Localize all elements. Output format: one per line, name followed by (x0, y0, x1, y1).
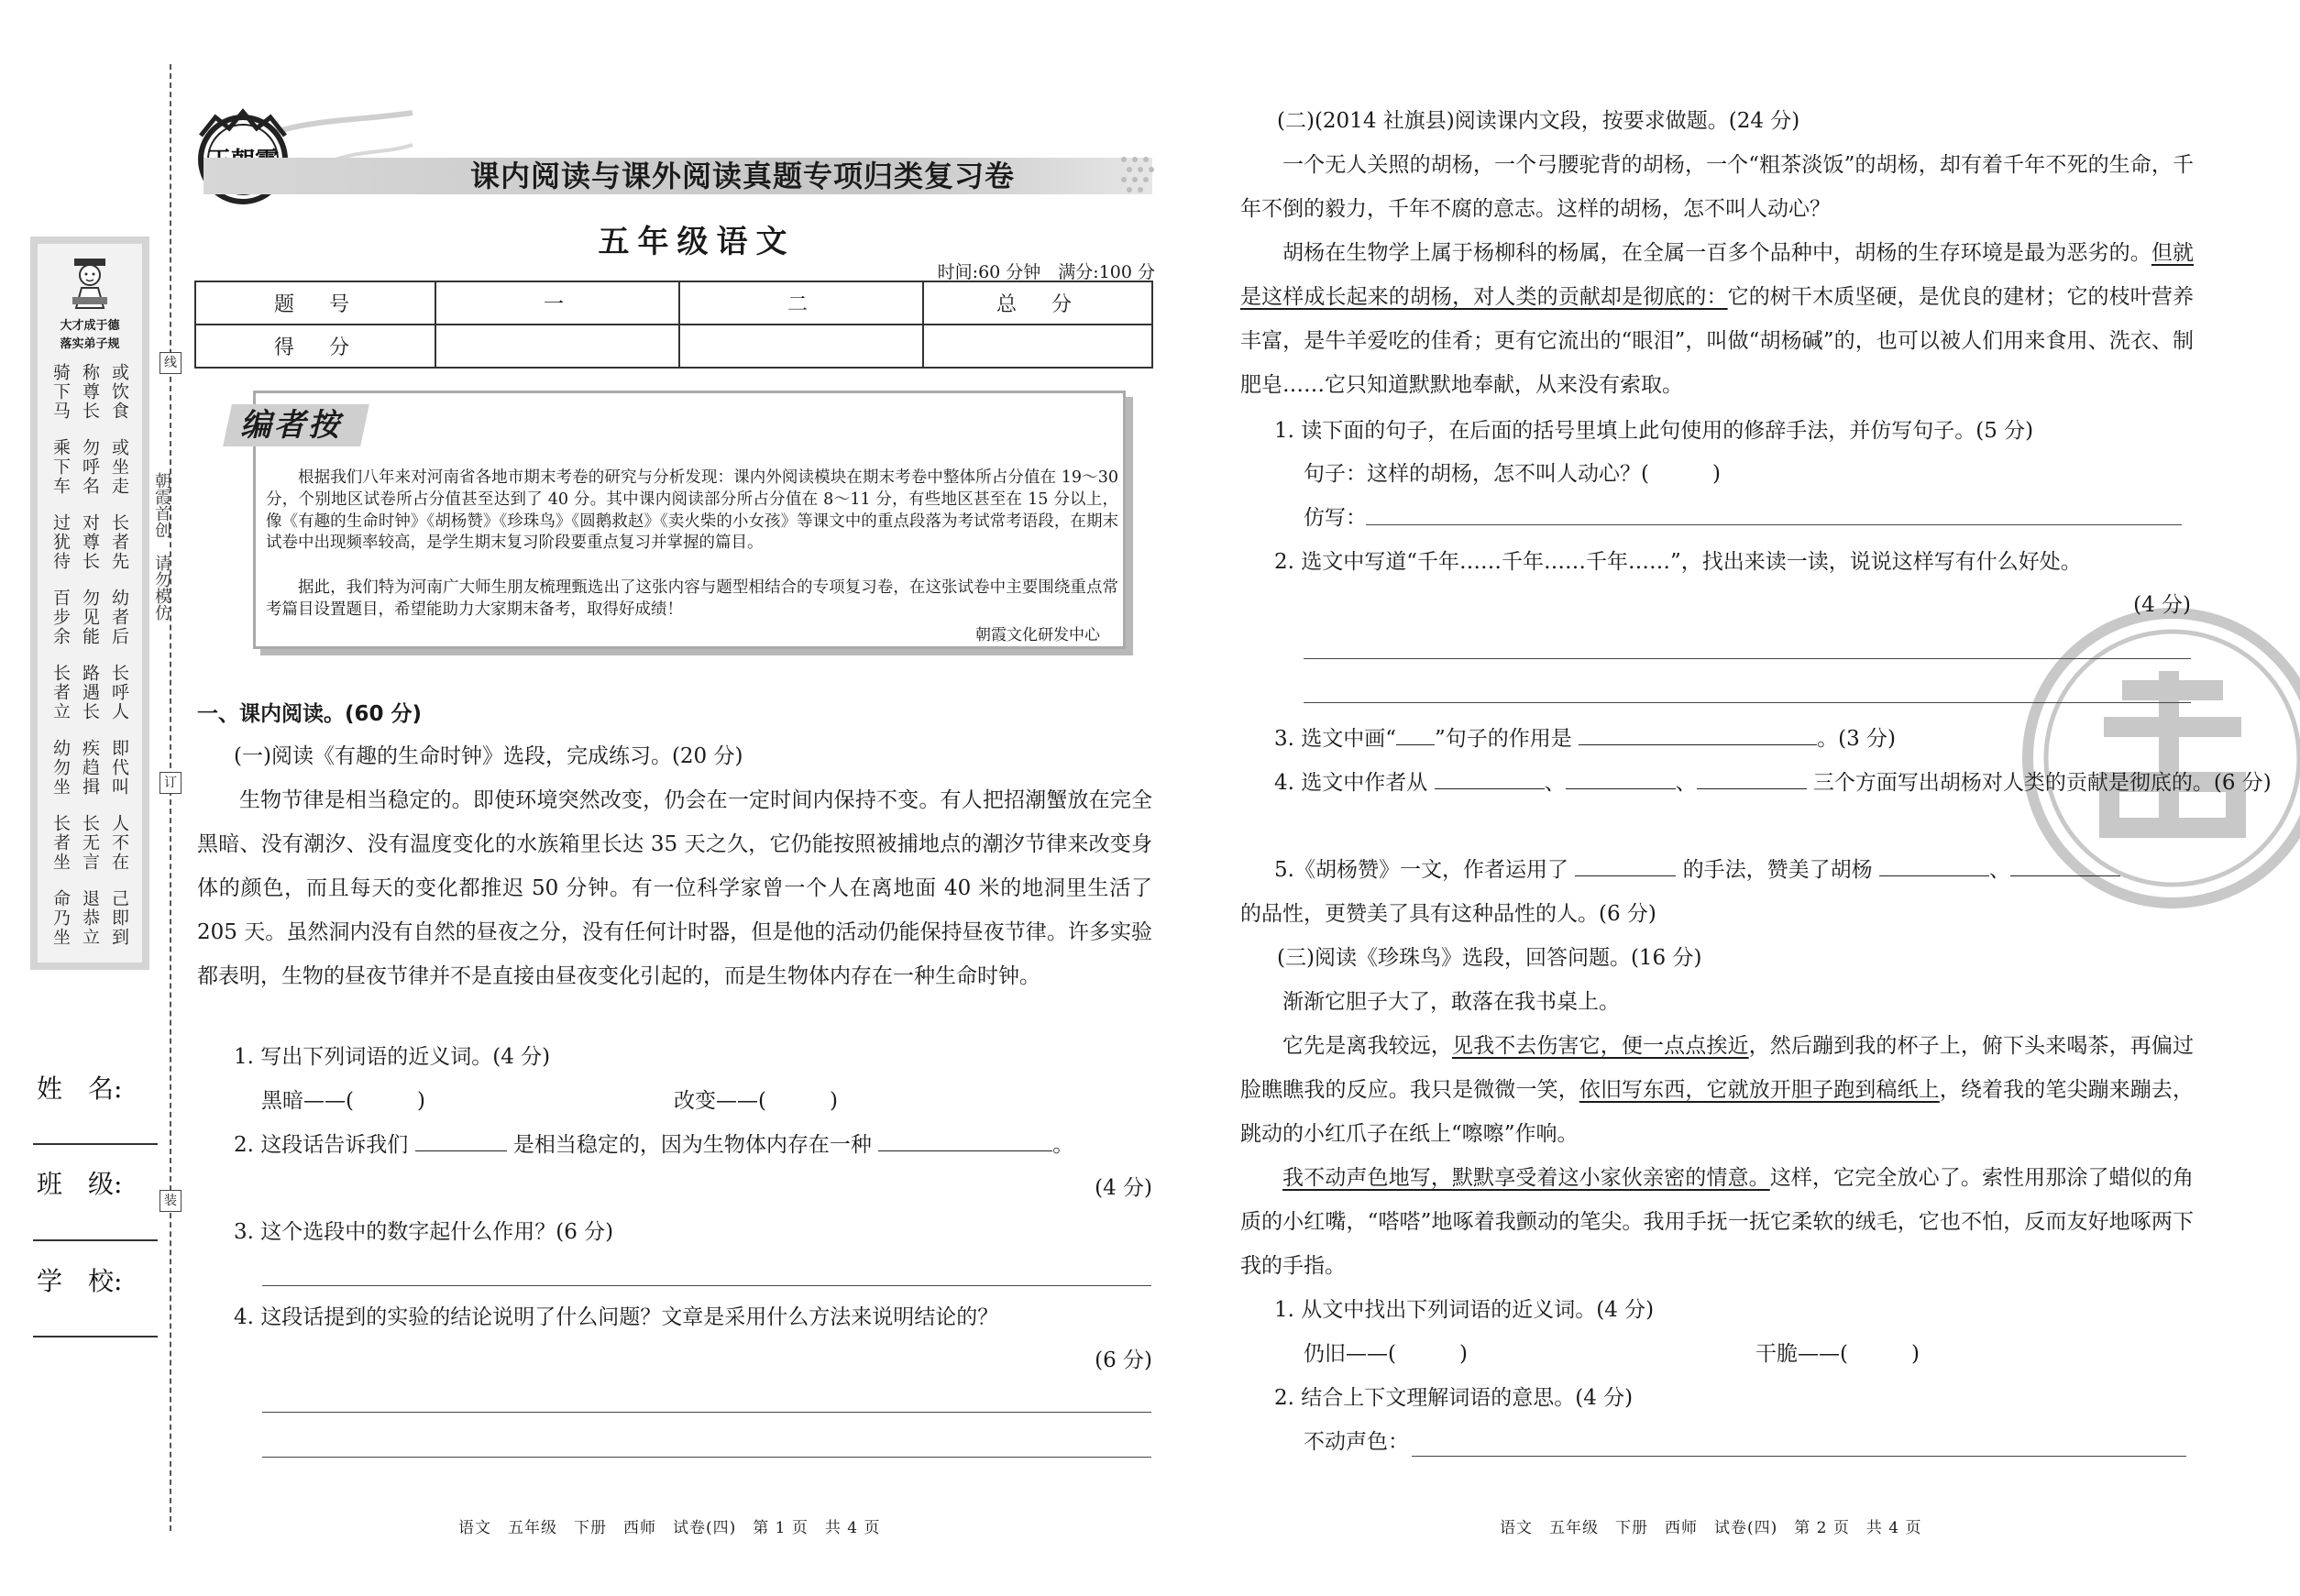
proverb-column: 骑下马 (50, 363, 71, 421)
p3-q1-item-a: 仍旧——( ) (1304, 1342, 1468, 1366)
part-2-para-2 (1240, 231, 2194, 407)
part-1-passage: 生物节律是相当稳定的。即使环境突然改变，仍会在一定时间内保持不变。有人把招潮蟹放在完全黑暗、没有潮汐、没有温度变化的水族箱里长达 35 天之久，它仍能按照被捕地点的潮汐节律来改变身体的颜色，而且每天的变化都推迟 50 分钟。有一位科学家曾一个人在离地面 40 米的地洞里生活了 205 天。虽然洞内没有自然的昼夜之分，没有任何计时器，但是他的活动仍能保持昼夜节律。许多实验都表明，生物的昼夜节律并不是直接由昼夜变化引起的，而是生物体内存在一种生命时钟。 (197, 788, 1152, 988)
binding-warning: 朝霞首创 请勿模仿 (152, 472, 171, 621)
proverb-column: 对尊长 (80, 513, 100, 571)
school-label: 学 校: (37, 1266, 123, 1296)
part-3-underlined-2: 依旧写东西，它就放开胆子跑到稿纸上 (1579, 1078, 1940, 1102)
proverb-column: 称尊长 (80, 363, 100, 421)
p2-q1-imitate-label: 仿写： (1304, 506, 1367, 530)
p2-question-2: 2. 选文中写道“千年……千年……千年……”，找出来读一读，说说这样写有什么好处。 (1274, 550, 2082, 574)
proverb-column: 乘下车 (50, 438, 71, 496)
p2-q2-score: (4 分) (2133, 593, 2191, 617)
part-3-para-2-c: ，绕着我的笔尖蹦来蹦去，跳动的小红爪子在纸上“嚓嚓”作响。 (1240, 1078, 2195, 1146)
proverb-column: 退恭立 (80, 889, 100, 947)
p3-question-2: 2. 结合上下文理解词语的意思。(4 分) (1274, 1386, 1634, 1410)
sidebar-inner (38, 244, 142, 963)
motto-line-2: 落实弟子规 (60, 337, 120, 351)
p1-q2-text-b: 是相当稳定的，因为生物体内存在一种 (512, 1133, 872, 1157)
p3-question-1: 1. 从文中找出下列词语的近义词。(4 分) (1274, 1298, 1655, 1322)
page-1-footer: 语文 五年级 下册 西师 试卷(四) 第 1 页 共 4 页 (458, 1519, 881, 1537)
binding-mark-3: 装 (160, 1190, 182, 1212)
p1-q4-answer-line-1[interactable] (262, 1412, 1151, 1413)
p2-q2-answer-line-1[interactable] (1304, 658, 2191, 659)
document-title: 课内阅读与课外阅读真题专项归类复习卷 (469, 159, 1015, 193)
binding-mark-2: 订 (160, 772, 182, 794)
proverb-column: 命乃坐 (50, 889, 71, 947)
editor-note-para-2: 据此，我们特为河南广大师生朋友梳理甄选出了这张内容与题型相结合的专项复习卷，在这张试卷中主要围绕重点常考篇目设置题目，希望能助力大家期末备考，取得好成绩！ (266, 578, 1118, 619)
p1-question-3: 3. 这个选段中的数字起什么作用？(6 分) (234, 1220, 614, 1244)
part-3-para-3 (1240, 1156, 2194, 1288)
part-2-underlined-sentence: 但就是这样成长起来的胡杨，对人类的贡献却是彻底的： (1240, 241, 2195, 309)
proverb-column: 路遇长 (80, 664, 100, 721)
part-1-title: (一)阅读《有趣的生命时钟》选段，完成练习。(20 分) (234, 744, 743, 768)
editor-note-tag: 编者按 (240, 407, 342, 444)
part-3-para-3-b: 这样，它完全放心了。索性用那涂了蜡似的角质的小红嘴，“嗒嗒”地啄着我颤动的笔尖。我用手抚一抚它柔软的绒毛，它也不怕，反而友好地啄两下我的手指。 (1240, 1166, 2195, 1278)
proverb-column: 幼者后 (109, 589, 129, 646)
score-header-one: 一 (435, 281, 679, 325)
p2-q1-sentence: 句子：这样的胡杨，怎不叫人动心？( ) (1304, 462, 1721, 486)
p3-q1-item-b: 干脆——( ) (1755, 1342, 1920, 1366)
proverb-column: 己即到 (109, 889, 129, 947)
banner-dots-icon (1118, 154, 1157, 196)
p2-q5-text-a: 5.《胡杨赞》一文，作者运用了 (1274, 858, 1568, 882)
score-header-total: 总 分 (923, 281, 1152, 325)
p1-q1-item-b: 改变——( ) (674, 1089, 838, 1113)
class-label: 班 级: (37, 1169, 123, 1199)
part-2-title: (二)(2014 社旗县)阅读课内文段，按要求做题。(24 分) (1277, 109, 1800, 133)
p1-q2-text-a: 2. 这段话告诉我们 (234, 1133, 409, 1157)
proverb-column: 勿见能 (80, 589, 100, 646)
score-header-two: 二 (679, 281, 923, 325)
p2-q4-blank-1[interactable] (1435, 770, 1545, 789)
proverb-column: 长者立 (50, 664, 71, 721)
binding-dashed-line (170, 64, 171, 1531)
p3-q2-term: 不动声色： (1304, 1430, 1409, 1454)
p3-q2-answer-line[interactable] (1412, 1456, 2186, 1457)
part-3-title: (三)阅读《珍珠鸟》选段，回答问题。(16 分) (1277, 946, 1702, 970)
p2-q1-imitate-line[interactable] (1366, 524, 2182, 525)
p1-q4-score: (6 分) (1095, 1348, 1152, 1372)
school-field[interactable] (33, 1336, 158, 1337)
p2-q5-blank-1[interactable] (1575, 857, 1676, 876)
p2-q2-answer-line-2[interactable] (1304, 702, 2191, 703)
p2-q3-text-b: ”句子的作用是 (1435, 727, 1572, 751)
time-info: 时间:60 分钟 满分:100 分 (937, 262, 1155, 282)
p2-q3-blank-mark[interactable] (1396, 726, 1435, 745)
p1-question-4: 4. 这段话提到的实验的结论说明了什么问题？文章是采用什么方法来说明结论的？ (234, 1305, 999, 1329)
proverb-column: 百步余 (50, 589, 71, 646)
p2-q4-blank-2[interactable] (1566, 770, 1676, 789)
p1-q1-item-a: 黑暗——( ) (261, 1089, 425, 1113)
name-label: 姓 名: (37, 1073, 123, 1104)
part-3-underlined-3: 我不动声色地写，默默享受着这小家伙亲密的情意。 (1282, 1166, 1770, 1190)
p1-question-2 (234, 1123, 1073, 1167)
p2-q4-blank-3[interactable] (1697, 770, 1807, 789)
proverb-column: 长者先 (109, 513, 129, 571)
p2-q3-text-c: 。(3 分) (1817, 727, 1896, 751)
score-header-item: 题 号 (195, 281, 435, 325)
p1-q2-blank-1[interactable] (415, 1132, 507, 1151)
name-field[interactable] (33, 1143, 158, 1145)
p2-q5-text-c: 的品性，更赞美了具有这种品性的人。(6 分) (1240, 902, 1656, 926)
editor-note-signature: 朝霞文化研发中心 (975, 626, 1100, 644)
p2-question-5: 5.《胡杨赞》一文，作者运用了 的手法，赞美了胡杨 、 (1274, 848, 2120, 892)
part-3-para-2-a: 它先是离我较远， (1282, 1034, 1452, 1058)
p2-q4-text-b: 三个方面写出胡杨对人类的贡献是彻底的。(6 分) (1812, 771, 2272, 795)
proverb-column: 长无言 (80, 814, 100, 872)
proverb-column: 或饮食 (109, 363, 129, 421)
score-cell-two[interactable] (679, 325, 923, 368)
p2-question-4: 4. 选文中作者从 、 、 三个方面写出胡杨对人类的贡献是彻底的。(6 分) (1274, 771, 2272, 795)
p2-q5-text-b: 的手法，赞美了胡杨 (1682, 858, 1873, 882)
proverb-column: 长呼人 (109, 664, 129, 721)
p1-question-1: 1. 写出下列词语的近义词。(4 分) (234, 1045, 551, 1069)
p1-q2-score: (4 分) (1095, 1176, 1152, 1200)
proverb-column: 勿呼名 (80, 438, 100, 496)
p2-q3-text-a: 3. 选文中画“ (1274, 727, 1397, 751)
proverb-column: 过犹待 (50, 513, 71, 571)
proverb-column: 人不在 (109, 814, 129, 872)
part-2-para-2-a: 胡杨在生物学上属于杨柳科的杨属，在全属一百多个品种中，胡杨的生存环境是最为恶劣的。 (1282, 241, 2151, 265)
p1-q3-answer-line[interactable] (262, 1285, 1151, 1286)
p2-question-3 (1274, 717, 1896, 761)
p1-q2-text-c: 。 (1052, 1133, 1074, 1157)
proverb-column: 幼勿坐 (50, 739, 71, 797)
proverb-column: 或坐走 (109, 438, 129, 496)
part-3-underlined-1: 见我不去伤害它，便一点点挨近 (1451, 1034, 1749, 1058)
editor-note-para-1: 根据我们八年来对河南省各地市期末考卷的研究与分析发现：课内外阅读模块在期末考卷中整体所占分值在 19～30 分，个别地区试卷所占分值甚至达到了 40 分。其中课内阅读部分所占分值在 8～11 分，有些地区甚至在 15 分以上，像《有趣的生命时钟》《胡杨赞》《珍珠鸟》《圆鹅救赵》《卖火柴的小女孩》等课文中的重点段落为考试常考语段，在期末试卷中出现频率较高，是学生期末复习阶段要重点复习并掌握的篇目。 (266, 468, 1118, 553)
scholar-mascot-icon (69, 255, 111, 312)
section-1-title: 一、课内阅读。(60 分) (197, 702, 423, 726)
page-2-footer: 语文 五年级 下册 西师 试卷(四) 第 2 页 共 4 页 (1500, 1519, 1922, 1537)
proverb-column: 长者坐 (50, 814, 71, 872)
part-2-para-1: 一个无人关照的胡杨，一个弓腰驼背的胡杨，一个“粗茶淡饭”的胡杨，却有着千年不死的生命，千年不倒的毅力，千年不腐的意志。这样的胡杨，怎不叫人动心？ (1240, 153, 2194, 221)
score-table (194, 281, 1153, 369)
p2-q5-blank-2[interactable] (1879, 857, 1989, 876)
p2-q3-blank-answer[interactable] (1579, 726, 1817, 745)
part-3-para-1: 渐渐它胆子大了，敢落在我书桌上。 (1282, 990, 1620, 1014)
binding-mark-1: 线 (160, 352, 182, 374)
part-3-para-2-b: ，然后蹦到我的杯子上，俯下头来喝茶，再偏过脸瞧瞧我的反应。我只是微微一笑， (1240, 1034, 2195, 1102)
score-row-label: 得 分 (195, 325, 435, 368)
score-cell-one[interactable] (435, 325, 679, 368)
p2-q4-text-a: 4. 选文中作者从 (1274, 771, 1428, 795)
proverb-column: 疾趋揖 (80, 739, 100, 797)
part-3-para-2 (1240, 1024, 2194, 1156)
p1-q4-answer-line-2[interactable] (262, 1457, 1151, 1458)
p2-question-1: 1. 读下面的句子，在后面的括号里填上此句使用的修辞手法，并仿写句子。(5 分) (1274, 419, 2034, 443)
sidebar-panel (30, 237, 149, 970)
proverb-column: 即代叫 (109, 739, 129, 797)
p2-q5-blank-3[interactable] (2010, 857, 2120, 876)
subject-heading: 五年级语文 (598, 224, 796, 260)
p1-q2-blank-2[interactable] (878, 1132, 1052, 1151)
motto-line-1: 大才成于德 (60, 319, 120, 333)
score-cell-total[interactable] (923, 325, 1152, 368)
class-field[interactable] (33, 1239, 158, 1241)
part-2-para-2-b: 它的树干木质坚硬，是优良的建材；它的枝叶营养丰富，是牛羊爱吃的佳肴；更有它流出的“眼泪”，叫做“胡杨碱”的，也可以被人们用来食用、洗衣、制肥皂……它只知道默默地奉献，从来没有索取。 (1240, 285, 2195, 397)
